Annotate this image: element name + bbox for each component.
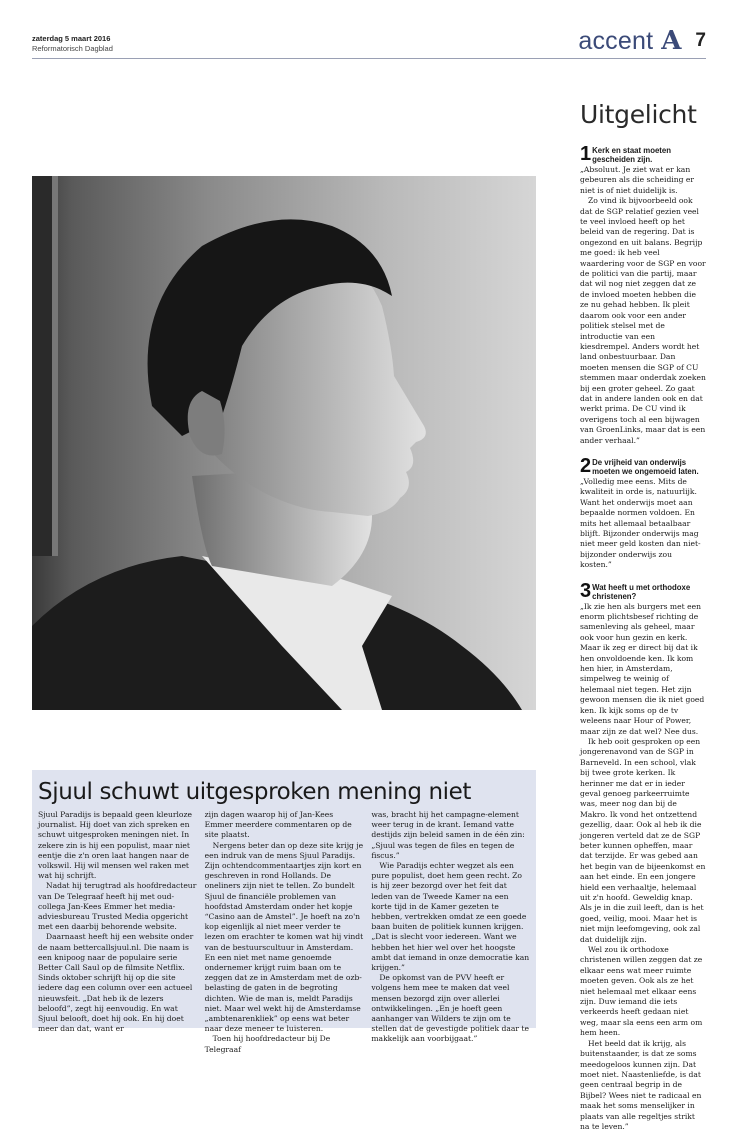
qa-item-2 — [580, 454, 706, 571]
qa-answer-paragraph: Wel zou ik orthodoxe christenen willen zeggen dat ze elkaar eens wat meer ruimte moeten geven. Ook als ze het niet helemaal met elkaar eens zijn. Duw iemand die iets verkeerds heeft gedaan niet weg, maar sla eens een arm om hem heen. — [580, 945, 703, 1038]
qa-answer-paragraph: „Absoluut. Je ziet wat er kan gebeuren als die scheiding er niet is of niet duidelijk is. — [580, 165, 695, 195]
section-logo: A — [661, 26, 682, 56]
qa-number: 1 — [580, 143, 592, 165]
qa-question-text: Wat heeft u met orthodoxe christenen? — [592, 582, 691, 601]
qa-question-text: Kerk en staat moeten gescheiden zijn. — [592, 146, 671, 164]
article-paragraph: Nergens beter dan op deze site krijg je een indruk van de mens Sjuul Paradijs. Zijn ochtendcommentaartjes zijn kort en geschreven in rond Hollands. De oneliners zijn niet te tellen. Zo bundelt Sjuul de financiële problemen van hoofdstad Amsterdam onder het kopje “Casino aan de Amstel”. Je hoeft na zo'n kop eigenlijk al niet meer verder te lezen om erachter te komen wat hij vindt van de bestuurscultuur in Amsterdam. En een niet met name genoemde ondernemer krijgt ruim baan om te zeggen dat ze in Amsterdam met de ozb-belasting de gaten in de begroting dichten. Wie de man is, meldt Paradijs niet. Maar wel wekt hij de Amsterdamse „ambtenarenkliek” op eens wat beter naar deze meneer te luisteren. — [204, 840, 364, 1034]
issue-date: zaterdag 5 maart 2016 — [32, 34, 111, 43]
qa-number: 2 — [580, 454, 592, 477]
qa-answer-paragraph: „Volledig mee eens. Mits de kwaliteit in orde is, natuurlijk. Want het onderwijs moet aan bepaalde normen voldoen. En mits het allemaal betaalbaar blijft. Bijzonder onderwijs mag niet meer geld kosten dan niet-bijzonder onderwijs zou kosten.” — [580, 476, 701, 570]
page-number: 7 — [695, 30, 706, 51]
article-paragraph: was, bracht hij het campagne-element weer terug in de krant. Iemand vatte destijds zijn beleid samen in de één zin: „Sjuul was tegen de files en tegen de fiscus.” — [371, 810, 525, 860]
newspaper-name: Reformatorisch Dagblad — [32, 44, 113, 53]
qa-question — [580, 454, 706, 477]
article-column-1 — [38, 810, 197, 1055]
article-paragraph: zijn dagen waarop hij of Jan-Kees Emmer meerdere commentaren op de site plaatst. — [204, 810, 352, 840]
qa-item-3 — [580, 579, 706, 1133]
page-header-left — [32, 34, 113, 54]
article-paragraph: Wie Paradijs echter wegzet als een pure populist, doet hem geen recht. Zo is hij zeer bezorgd over het feit dat leden van de Tweede Kamer na een korte tijd in de Kamer gezeten te hebben, vertrekken omdat ze een goede baan buiten de politiek kunnen krijgen. „Dat is slecht voor iedereen. Want we hebben het hier wel over het hoogste ambt dat iemand in onze democratie kan krijgen.” — [371, 861, 530, 973]
article-paragraph: Daarnaast heeft hij een website onder de naam bettercallsjuul.nl. Die naam is een knipoog naar de populaire serie Better Call Saul op de filmsite Netflix. Sinds oktober schrijft hij op die site iedere dag een column over een actueel nieuwsfeit. „Dat heb ik de lezers beloofd”, zegt hij eenvoudig. En wat Sjuul belooft, doet hij ook. En hij doet meer dan dat, want er — [38, 932, 194, 1034]
portrait-image — [32, 176, 536, 710]
portrait-photo — [32, 176, 536, 710]
qa-question — [580, 143, 706, 165]
article-headline: Sjuul schuwt uitgesproken mening niet — [38, 779, 471, 805]
article-paragraph: De opkomst van de PVV heeft er volgens hem mee te maken dat veel mensen bezorgd zijn over allerlei ontwikkelingen. „En je hoeft geen aanhanger van Wilders te zijn om te stellen dat de gevestigde politiek daar te makkelijk aan voorbijgaat.” — [371, 973, 529, 1044]
qa-answer-paragraph: „Ik zie hen als burgers met een enorm plichtsbesef richting de samenleving als geheel, maar ook voor hun gezin en kerk. Maar ik zeg er direct bij dat ik hen onvoldoende ken. Ik kom hen hier, in Amsterdam, simpelweg te weinig of helemaal niet tegen. Het zijn gewoon mensen die ik niet goed ken. Ik kijk soms op de tv weleens naar Hour of Power, maar zijn ze dat wel? Nee dus. — [580, 601, 705, 736]
qa-question-text: De vrijheid van onderwijs moeten we ongemoeid laten. — [592, 457, 699, 476]
header-divider — [32, 58, 706, 59]
article-columns — [38, 810, 530, 1055]
article-paragraph: Toen hij hoofdredacteur bij De Telegraaf — [204, 1034, 331, 1054]
sidebar-title: Uitgelicht — [580, 100, 697, 129]
qa-answer-paragraph: Ik heb ooit gesproken op een jongerenavond van de SGP in Barneveld. In een school, vlak bij twee grote kerken. Ik herinner me dat er in ieder geval genoeg parkeerruimte was, meer nog dan bij de Makro. Ik vond het ontzettend gezellig, daar. Ook al heb ik die jongeren verteld dat ze de SGP beter kunnen opheffen, maar dat terzijde. Er was gebed aan het begin van de bijeenkomst en aan het einde. En een jongere hield een verhaaltje, helemaal uit z'n hoofd. Geweldig knap. Als je in die zuil leeft, dan is het goed, veilig, mooi. Maar het is niet mijn leefomgeving, ook zal dat duidelijk zijn. — [580, 736, 706, 944]
sidebar-qa — [580, 143, 706, 1144]
page-header-right — [578, 26, 706, 56]
qa-question — [580, 579, 706, 602]
qa-answer-paragraph: Het beeld dat ik krijg, als buitenstaander, is dat ze soms meedogeloos kunnen zijn. Dat moet niet. Naastenliefde, is dat geen centraal begrip in de Bijbel? Wees niet te radicaal en maak het soms menselijker in plaats van alle regeltjes strikt na te leven.” — [580, 1038, 702, 1131]
section-name: accent — [578, 27, 654, 55]
qa-item-1 — [580, 143, 706, 446]
article-column-2 — [205, 810, 364, 1055]
qa-number: 3 — [580, 579, 592, 602]
qa-answer-paragraph: Zo vind ik bijvoorbeeld ook dat de SGP relatief gezien veel te veel invloed heeft op het beleid van de regering. Dat is ongezond en uit balans. Begrijp me goed: ik heb veel waardering voor de SGP en voor de politici van die partij, maar dat wil nog niet zeggen dat ze de invloed moeten hebben die ze nu gehad hebben. Ik pleit daarom ook voor een ander politiek stelsel met de introductie van een kiesdrempel. Anders wordt het land onbestuurbaar. Dan moeten mensen die SGP of CU stemmen maar onderdak zoeken bij een groter geheel. Zo gaat dat in andere landen ook en dat werkt prima. De CU vind ik overigens toch al een bijwagen van GroenLinks, maar dat is een ander verhaal.” — [580, 196, 706, 445]
article-column-3 — [371, 810, 530, 1055]
article-box — [32, 770, 536, 1054]
article-paragraph: Nadat hij terugtrad als hoofdredacteur van De Telegraaf heeft hij met oud-collega Jan-Kees Emmer het media-adviesbureau Trusted Media opgericht met een daarbij behorende website. — [38, 881, 197, 932]
article-paragraph: Sjuul Paradijs is bepaald geen kleurloze journalist. Hij doet van zich spreken en schuwt uitgesproken meningen niet. In zekere zin is hij een populist, maar niet eentje die z'n oren laat hangen naar de volkswil. Hij wil mensen wel raken met wat hij schrijft. — [38, 810, 192, 881]
